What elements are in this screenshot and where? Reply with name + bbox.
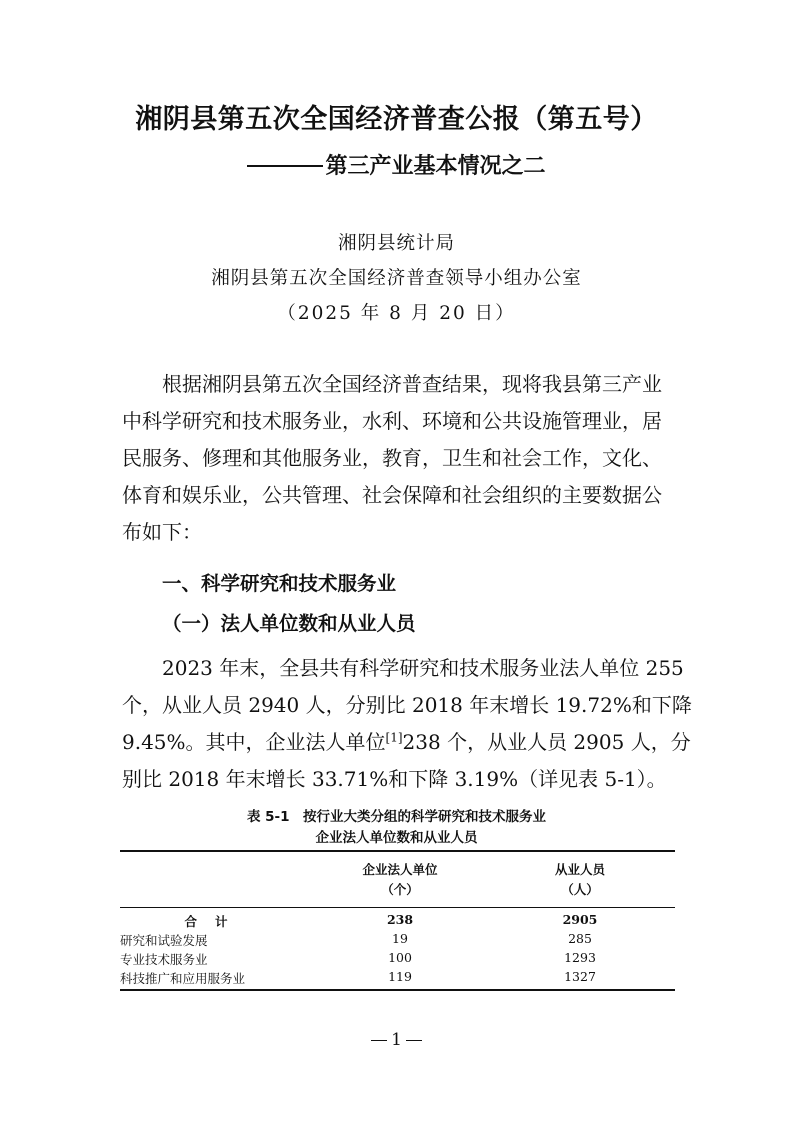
- em-dash-rule: [247, 165, 323, 167]
- body-line: 别比 2018 年末增长 33.71%和下降 3.19%（详见表 5-1）。: [122, 767, 667, 791]
- page-number-value: 1: [391, 1030, 402, 1050]
- dash-rule: [406, 1040, 422, 1041]
- column-header-unit: （人）: [561, 882, 599, 897]
- body-line: [122, 726, 691, 755]
- subtitle-text: 第三产业基本情况之二: [325, 154, 546, 179]
- row-staff: 1327: [564, 969, 596, 984]
- table-top-rule: [120, 850, 675, 852]
- row-staff: 1293: [564, 950, 596, 965]
- body-line: 个，从业人员 2940 人，分别比 2018 年末增长 19.72%和下降: [122, 693, 692, 717]
- row-staff: 285: [568, 931, 592, 946]
- subsection-heading: （一）法人单位数和从业人员: [162, 612, 416, 635]
- row-units: 19: [392, 931, 408, 946]
- issue-date: （2025 年 8 月 20 日）: [277, 303, 516, 324]
- row-name: 研究和试验发展: [120, 933, 208, 948]
- issuer-office: 湘阴县第五次全国经济普查领导小组办公室: [211, 268, 582, 289]
- table-bottom-rule: [120, 989, 675, 991]
- row-name: 专业技术服务业: [120, 952, 208, 967]
- row-units: 238: [386, 912, 414, 927]
- column-header-unit: （个）: [381, 882, 419, 897]
- table-row: [120, 969, 675, 988]
- dash-rule: [371, 1040, 387, 1041]
- column-header-label: 企业法人单位: [362, 862, 438, 877]
- column-header-label: 从业人员: [554, 862, 605, 877]
- row-staff: 2905: [562, 912, 598, 927]
- body-line-part: 9.45%。其中，企业法人单位: [122, 730, 386, 754]
- bulletin-subtitle: [0, 149, 793, 180]
- intro-line: 根据湘阴县第五次全国经济普查结果，现将我县第三产业: [162, 372, 662, 396]
- issuer-bureau: 湘阴县统计局: [337, 233, 455, 254]
- intro-line: 民服务、修理和其他服务业，教育，卫生和社会工作，文化、: [122, 446, 662, 470]
- intro-line: 布如下：: [122, 520, 202, 544]
- footnote-marker[interactable]: [1]: [385, 730, 403, 745]
- table-row: [120, 931, 675, 950]
- table-subtitle: 企业法人单位数和从业人员: [315, 830, 478, 846]
- bulletin-title: 湘阴县第五次全国经济普查公报（第五号）: [135, 104, 658, 135]
- table-header-rule: [120, 907, 675, 908]
- body-line-part: 238 个，从业人员 2905 人，分: [402, 730, 691, 754]
- row-name: 合计: [184, 914, 246, 929]
- row-units: 100: [388, 950, 412, 965]
- column-header-staff: [490, 860, 670, 900]
- table-row-total: [120, 912, 675, 931]
- row-units: 119: [388, 969, 412, 984]
- intro-line: 体育和娱乐业，公共管理、社会保障和社会组织的主要数据公: [122, 483, 662, 507]
- body-line: 2023 年末，全县共有科学研究和技术服务业法人单位 255: [162, 656, 684, 680]
- table-row: [120, 950, 675, 969]
- intro-line: 中科学研究和技术服务业，水利、环境和公共设施管理业，居: [122, 409, 662, 433]
- column-header-units: [310, 860, 490, 900]
- page-number: [0, 1030, 793, 1050]
- section-heading: 一、科学研究和技术服务业: [162, 572, 397, 595]
- row-name: 科技推广和应用服务业: [120, 971, 246, 986]
- table-title: 表 5-1 按行业大类分组的科学研究和技术服务业: [246, 809, 547, 825]
